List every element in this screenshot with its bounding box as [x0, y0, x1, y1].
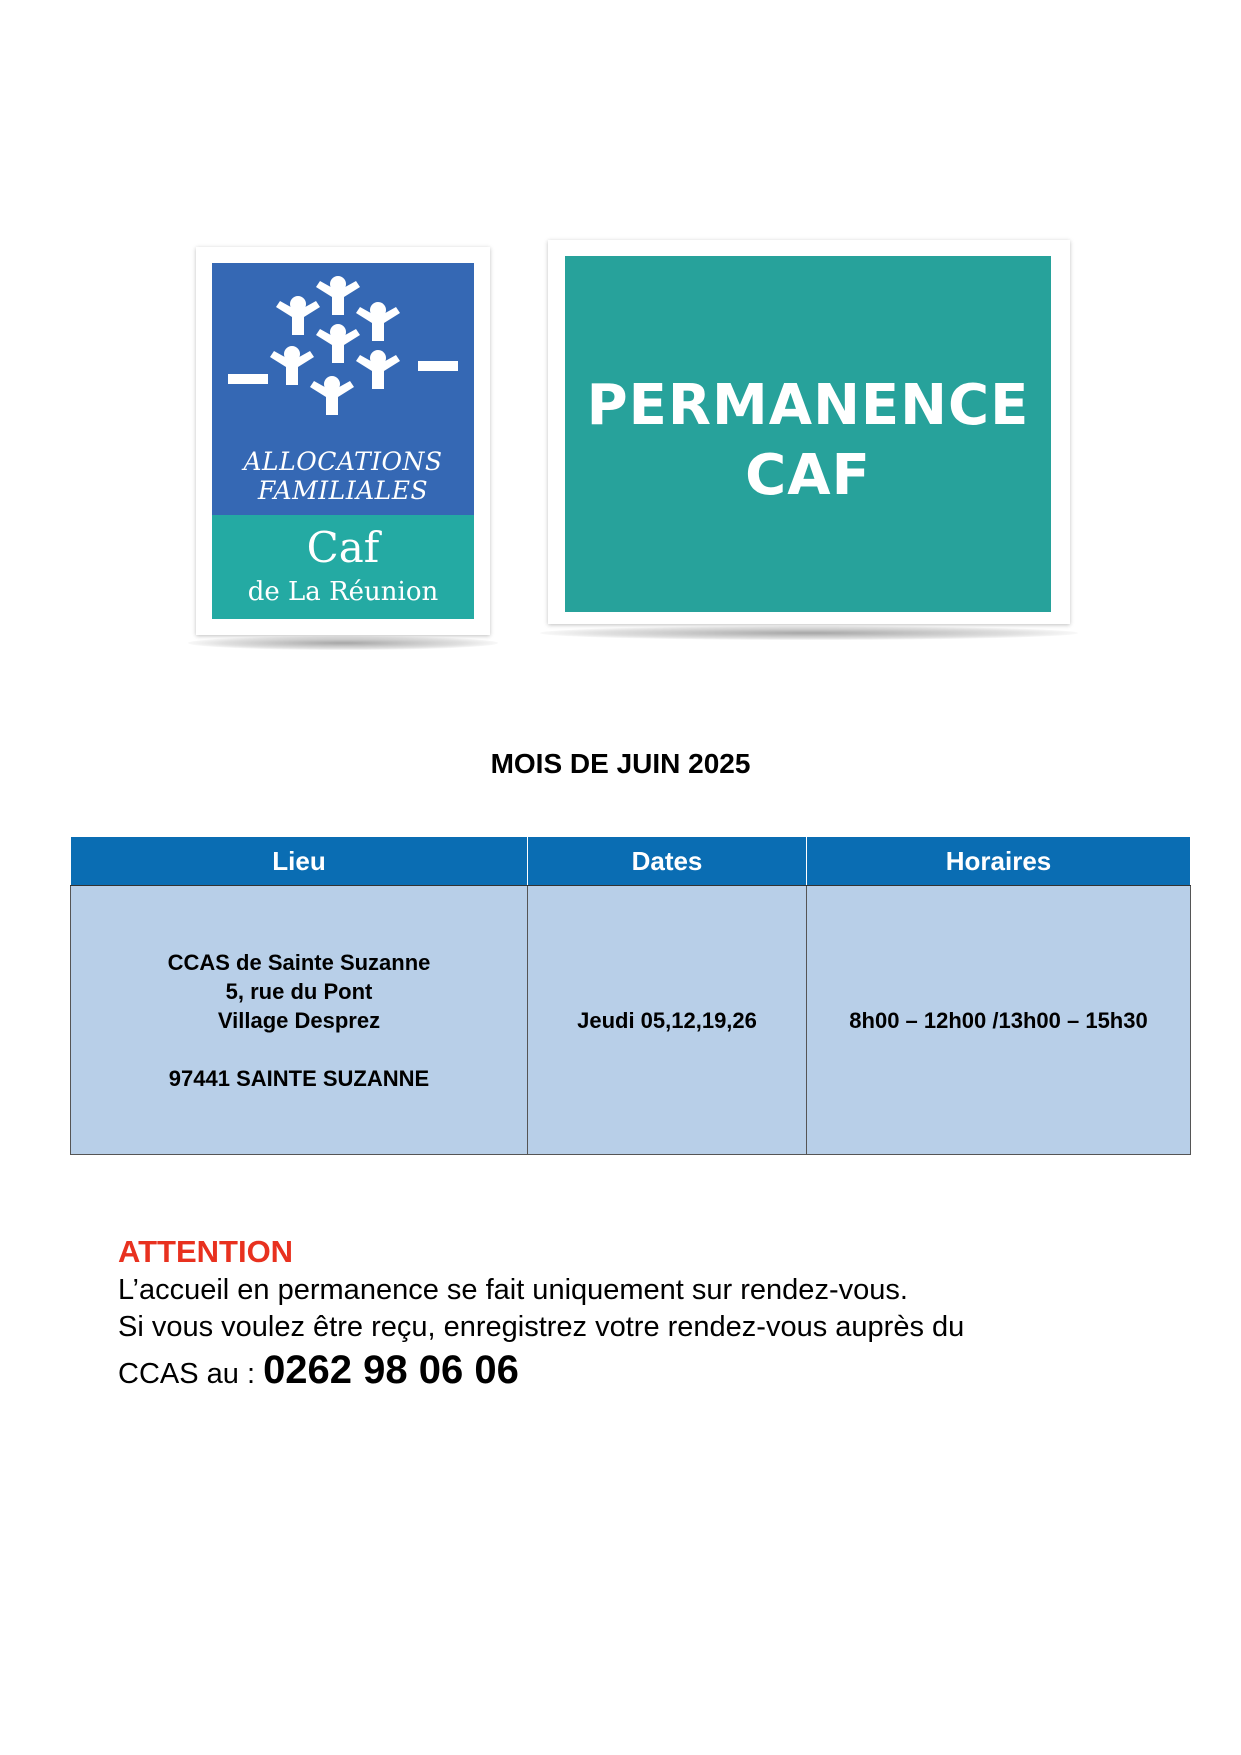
people-cluster-icon — [228, 273, 458, 423]
header-horaires: Horaires — [807, 837, 1191, 886]
header-dates: Dates — [528, 837, 807, 886]
permanence-caf-banner — [548, 240, 1070, 624]
lieu-district: Village Desprez — [217, 1007, 381, 1033]
notice-line-1: L’accueil en permanence se fait uniquement sur rendez-vous. — [118, 1274, 908, 1306]
caf-label: CAF — [745, 443, 871, 508]
caf-logo-body — [212, 263, 474, 619]
cell-dates: Jeudi 05,12,19,26 — [528, 886, 807, 1155]
permanence-caf-box — [565, 256, 1051, 612]
caf-logo-line-allocations: ALLOCATIONS — [243, 447, 443, 476]
permanence-label: PERMANENCE — [586, 373, 1030, 438]
schedule-table — [70, 836, 1191, 1155]
phone-number: 0262 98 06 06 — [263, 1348, 519, 1392]
lieu-name: CCAS de Sainte Suzanne — [167, 949, 431, 975]
caf-logo-region: de La Réunion — [247, 577, 439, 607]
table-header-row — [71, 837, 1191, 886]
caf-logo-bottom — [212, 515, 474, 619]
lieu-spacer — [71, 1035, 527, 1064]
caf-logo-brand: Caf — [306, 523, 380, 572]
page-title: MOIS DE JUIN 2025 — [490, 748, 751, 779]
cell-horaires: 8h00 – 12h00 /13h00 – 15h30 — [807, 886, 1191, 1155]
caf-logo — [196, 247, 490, 635]
caf-logo-shadow — [188, 636, 498, 650]
table-row — [71, 886, 1191, 1155]
permanence-caf-shadow — [540, 626, 1078, 640]
attention-title: ATTENTION — [118, 1234, 294, 1269]
header-lieu: Lieu — [71, 837, 528, 886]
notice-line-2: Si vous voulez être reçu, enregistrez votre rendez-vous auprès du — [118, 1311, 965, 1343]
lieu-street: 5, rue du Pont — [225, 978, 373, 1004]
lieu-city: 97441 SAINTE SUZANNE — [168, 1065, 430, 1091]
caf-logo-line-familiales: FAMILIALES — [257, 476, 429, 505]
attention-notice — [118, 1232, 1168, 1398]
notice-line-3-prefix: CCAS au : — [118, 1358, 264, 1390]
cell-lieu — [71, 886, 528, 1155]
caf-logo-top — [212, 263, 474, 515]
notice-line-3 — [118, 1346, 1168, 1398]
